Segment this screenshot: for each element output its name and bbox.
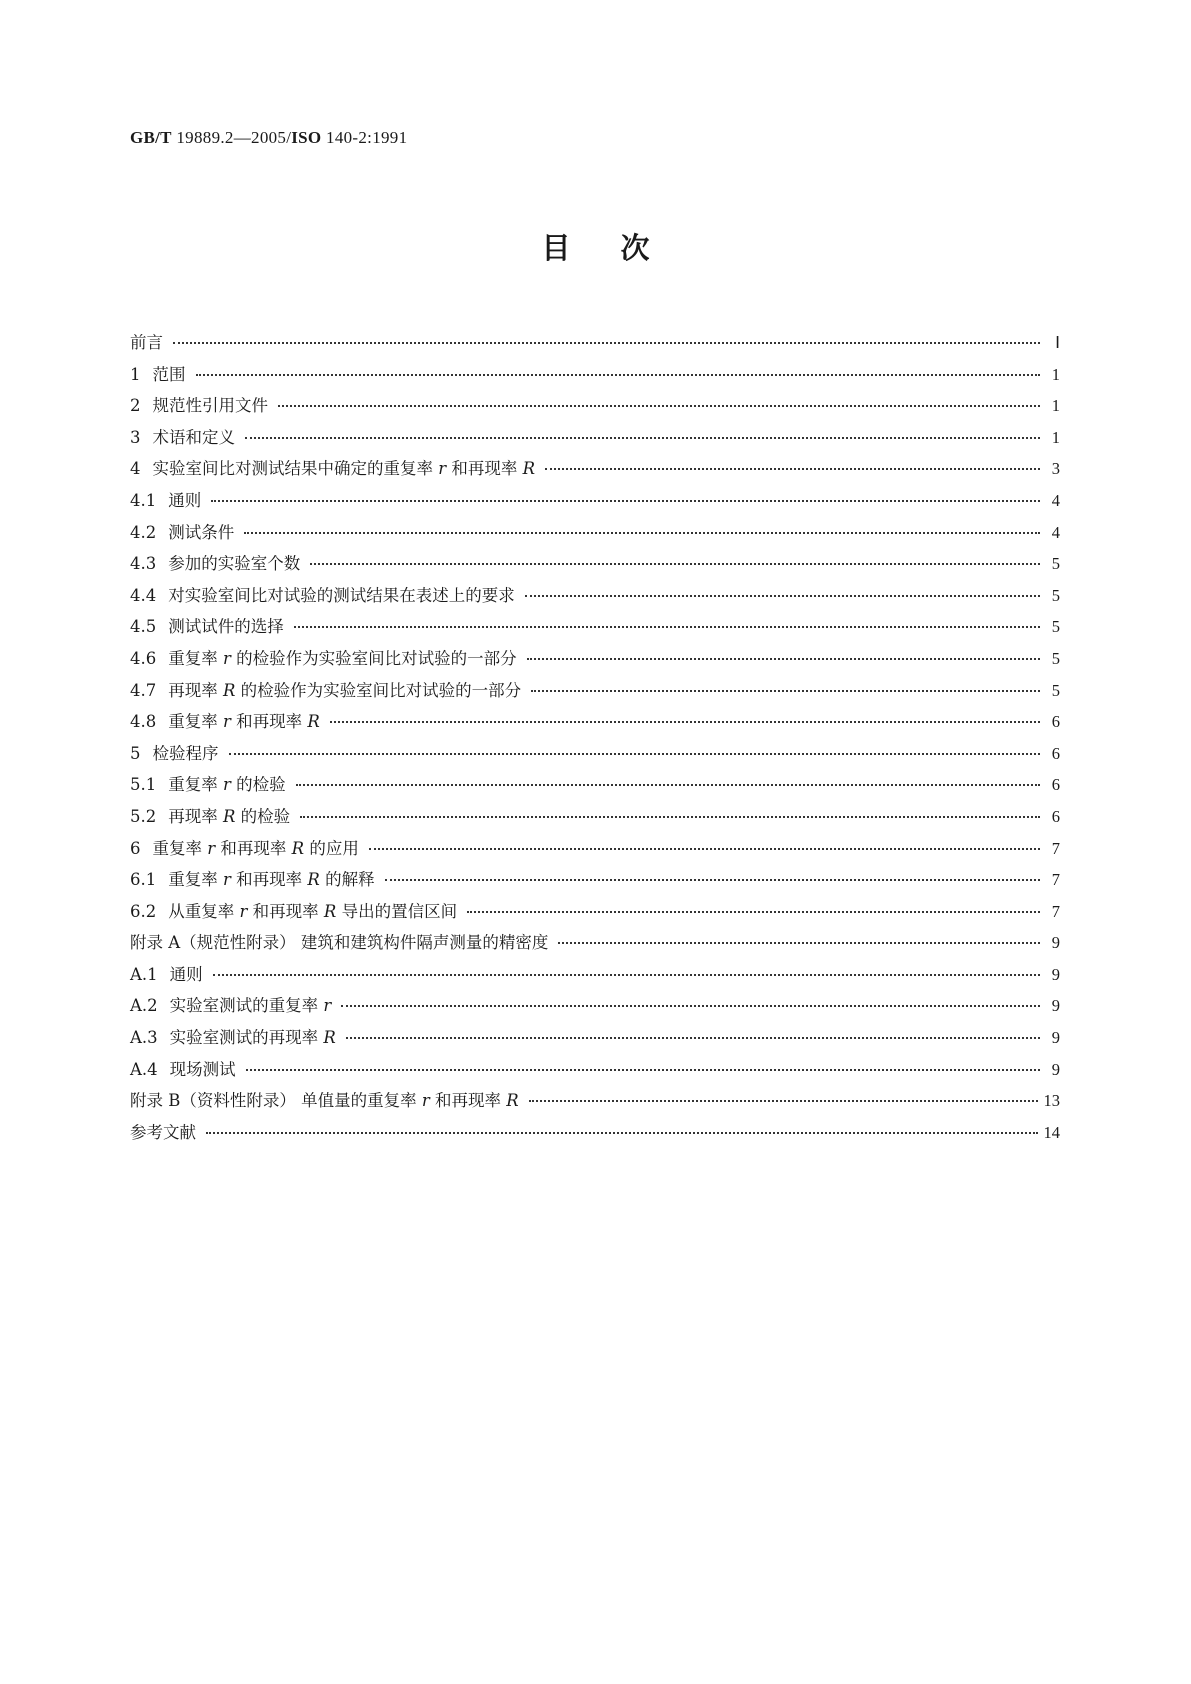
toc-entry-number: A.1 [130,964,158,984]
toc-entry-number: 2 [130,396,141,416]
standard-number: 19889.2—2005/ [171,128,292,147]
toc-entry-label: 测试试件的选择 [168,617,284,637]
toc-dot-leader [213,956,1040,976]
toc-dot-leader [296,766,1040,786]
toc-entry-page: 9 [1051,1059,1060,1079]
toc-entry-label: 实验室间比对测试结果中确定的重复率 r 和再现率 R [152,459,536,479]
toc-entry-label: 实验室测试的重复率 r [169,996,332,1016]
toc-dot-leader [278,387,1040,407]
toc-entry-label: 通则 [169,964,203,984]
toc-dot-leader [300,798,1040,818]
toc-entry-label: 附录 B（资料性附录） 单值量的重复率 r 和再现率 R [130,1091,519,1111]
toc-entry-label: 现场测试 [169,1059,236,1079]
toc-entry-label: 从重复率 r 和再现率 R 导出的置信区间 [168,901,458,921]
toc-entry-page: 1 [1051,427,1060,447]
toc-entry-label: 再现率 R 的检验作为实验室间比对试验的一部分 [168,680,522,700]
toc-dot-leader [173,324,1040,344]
toc-entry-label: 附录 A（规范性附录） 建筑和建筑构件隔声测量的精密度 [130,933,549,953]
toc-dot-leader [529,1082,1038,1102]
toc-entry-label: 术语和定义 [152,427,235,447]
toc-dot-leader [341,987,1040,1007]
toc-dot-leader [330,703,1040,723]
toc-entry-page: 7 [1051,870,1060,890]
toc-entry-number: 4.8 [130,712,157,732]
standard-prefix: GB/T [130,128,172,147]
toc-entry-number: 6.2 [130,901,157,921]
toc-entry-label: 重复率 r 和再现率 R [168,712,320,732]
toc-entry-number: 5.1 [130,775,157,795]
iso-number: 140-2:1991 [321,128,408,147]
toc-entry-page: 9 [1051,933,1060,953]
toc-entry-number: 4 [130,459,141,479]
toc-entry-label: 对实验室间比对试验的测试结果在表述上的要求 [168,585,515,605]
toc-entry-number: 3 [130,427,141,447]
toc-entry-page: 6 [1051,712,1060,732]
toc-dot-leader [527,640,1040,660]
toc-entry-page: 9 [1051,996,1060,1016]
toc-entry-label: 范围 [152,364,186,384]
toc-entry-label: 重复率 r 和再现率 R 的应用 [152,838,359,858]
toc-entry-label: 重复率 r 和再现率 R 的解释 [168,870,375,890]
toc-entry-page: 4 [1051,490,1060,510]
toc-dot-leader [525,577,1040,597]
toc-dot-leader [196,356,1041,376]
toc-dot-leader [369,830,1040,850]
toc-entry-page: 6 [1051,775,1060,795]
toc-entry-page: 5 [1051,648,1060,668]
toc-entry-number: 4.2 [130,522,157,542]
toc-dot-leader [229,735,1041,755]
toc-entry-page: 1 [1051,396,1060,416]
toc-entry-page: 4 [1051,522,1060,542]
toc-entry-label: 实验室测试的再现率 R [169,1028,336,1048]
toc-entry-page: 13 [1043,1091,1060,1111]
toc-entry-number: 4.1 [130,490,157,510]
toc-dot-leader [244,514,1040,534]
toc-dot-leader [310,545,1040,565]
toc-entry-page: 5 [1051,617,1060,637]
toc-dot-leader [558,924,1040,944]
toc-entry-page: 6 [1051,806,1060,826]
standard-number-header [130,128,407,148]
toc-entry-label: 参加的实验室个数 [168,554,301,574]
toc-entry-label: 参考文献 [130,1122,196,1142]
toc-entry-label: 测试条件 [168,522,235,542]
table-of-contents [130,328,1060,1149]
toc-entry-page: 7 [1051,901,1060,921]
toc-entry-page: 9 [1051,1028,1060,1048]
toc-entry-number: A.2 [130,996,158,1016]
toc-entry-page: Ⅰ [1055,333,1060,352]
toc-entry-page: 9 [1051,964,1060,984]
toc-dot-leader [545,450,1040,470]
iso-prefix: ISO [291,128,322,147]
toc-entry-label: 检验程序 [152,743,219,763]
toc-entry-page: 3 [1051,459,1060,479]
toc-entry-number: 4.3 [130,554,157,574]
toc-entry-page: 5 [1051,554,1060,574]
toc-entry-number: A.3 [130,1028,158,1048]
toc-entry-number: 6 [130,838,141,858]
toc-entry-number: 4.4 [130,585,157,605]
toc-dot-leader [245,419,1040,439]
toc-dot-leader [346,1019,1040,1039]
toc-entry-number: 4.7 [130,680,157,700]
toc-dot-leader [467,893,1040,913]
toc-entry-number: 5 [130,743,141,763]
toc-dot-leader [246,1051,1040,1071]
toc-entry[interactable] [130,1118,1060,1150]
toc-entry-page: 5 [1051,680,1060,700]
toc-entry-page: 6 [1051,743,1060,763]
toc-entry-label: 通则 [168,490,202,510]
toc-dot-leader [211,482,1040,502]
toc-entry-number: 5.2 [130,806,157,826]
toc-entry-label: 前言 [130,333,163,352]
toc-entry-number: 4.6 [130,648,157,668]
toc-dot-leader [206,1114,1038,1134]
toc-entry-page: 7 [1051,838,1060,858]
toc-entry-number: 4.5 [130,617,157,637]
toc-entry-page: 5 [1051,585,1060,605]
toc-entry-label: 重复率 r 的检验作为实验室间比对试验的一部分 [168,648,517,668]
page-title: 目次 [541,231,700,265]
toc-entry-page: 14 [1043,1122,1060,1142]
toc-dot-leader [294,608,1040,628]
toc-dot-leader [531,672,1040,692]
toc-entry-page: 1 [1051,364,1060,384]
toc-entry-number: 6.1 [130,870,157,890]
toc-entry-number: A.4 [130,1059,158,1079]
toc-entry-label: 重复率 r 的检验 [168,775,286,795]
toc-entry-label: 规范性引用文件 [152,396,268,416]
toc-entry-number: 1 [130,364,141,384]
toc-entry-label: 再现率 R 的检验 [168,806,291,826]
toc-dot-leader [385,861,1040,881]
